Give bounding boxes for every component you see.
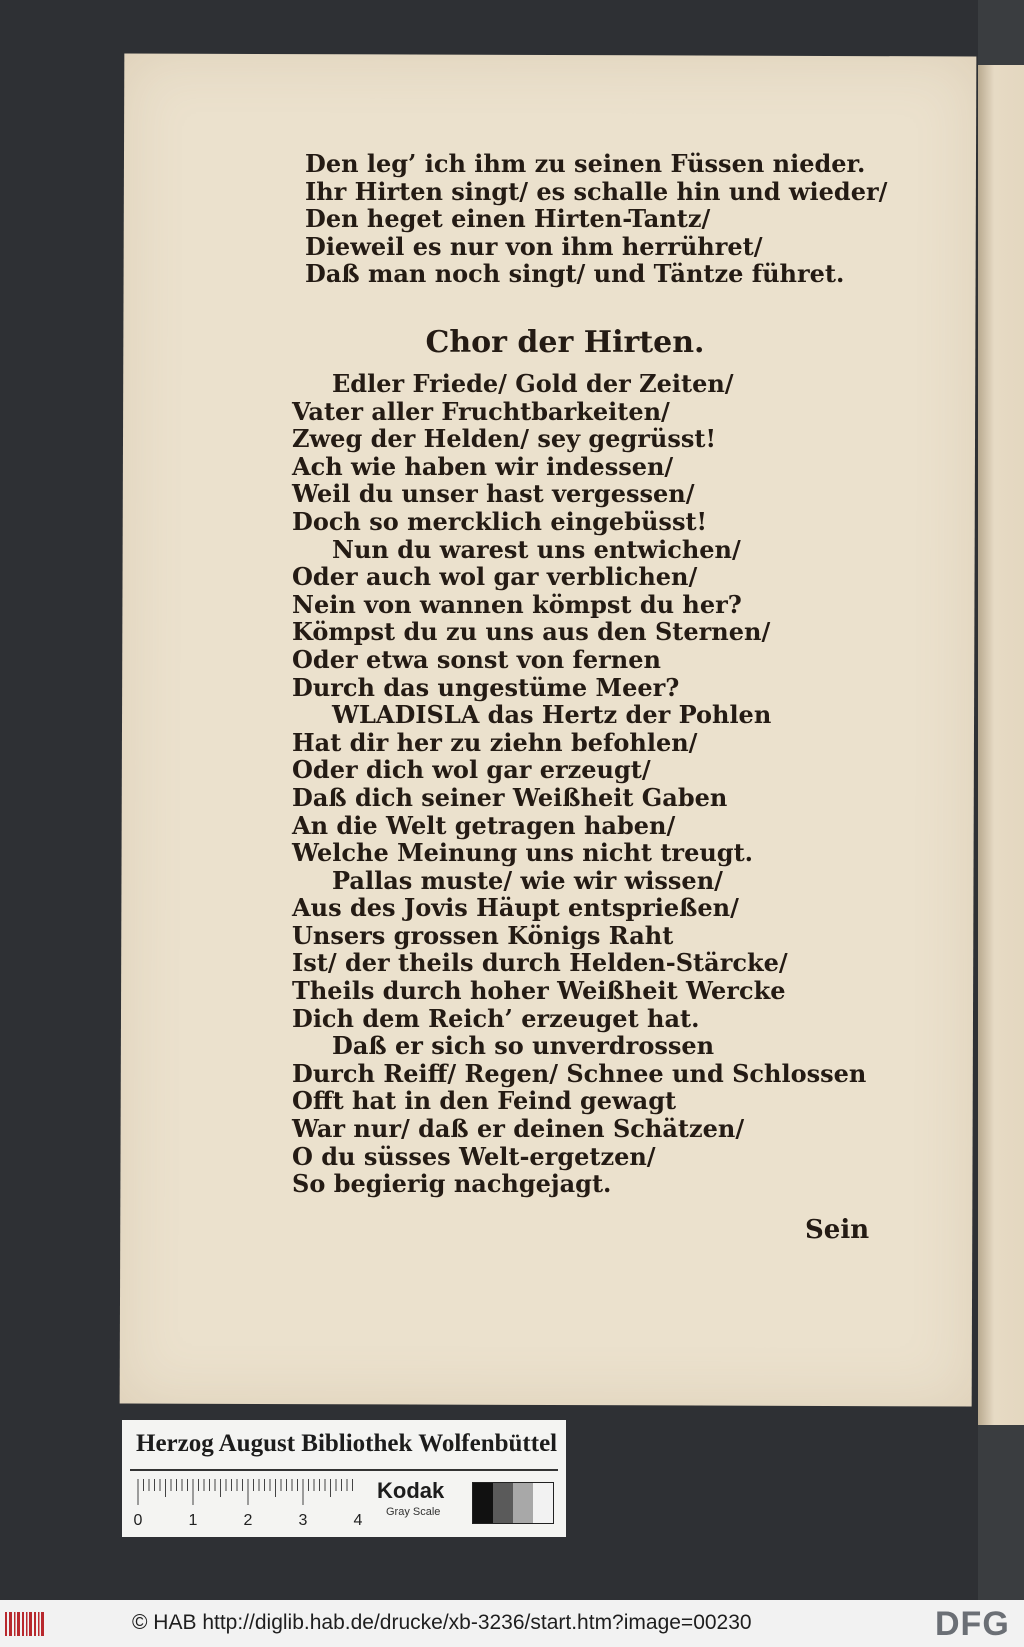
text-line: Durch das ungestüme Meer? [292, 672, 680, 702]
text-line: Dich dem Reich’ erzeuget hat. [292, 1003, 700, 1033]
text-line: Edler Friede/ Gold der Zeiten/ [332, 369, 734, 398]
ruler-number: 1 [188, 1512, 198, 1529]
text-line: Unsers grossen Königs Raht [292, 920, 674, 950]
section-heading: Chor der Hirten. [425, 325, 705, 360]
text-line: Zweg der Helden/ sey gegrüsst! [292, 424, 716, 454]
text-line: War nur/ daß er deinen Schätzen/ [292, 1114, 745, 1144]
text-line: Aus des Jovis Häupt entsprießen/ [292, 893, 739, 923]
gray-scale-label: Gray Scale [386, 1506, 441, 1518]
text-line: Ach wie haben wir indessen/ [292, 451, 674, 481]
text-line: O du süsses Welt-ergetzen/ [292, 1141, 656, 1171]
card-divider [130, 1469, 558, 1471]
text-line: Ist/ der theils durch Helden-Stärcke/ [292, 948, 788, 978]
hab-barcode-icon [4, 1610, 48, 1638]
text-line: Vater aller Fruchtbarkeiten/ [292, 396, 670, 426]
text-line: Theils durch hoher Weißheit Wercke [292, 976, 786, 1006]
text-line: An die Welt getragen haben/ [292, 810, 676, 840]
color-calibration-card [122, 1420, 566, 1537]
text-line: Ihr Hirten singt/ es schalle hin und wieder/ [305, 176, 888, 206]
ruler-number: 0 [133, 1512, 143, 1529]
gray-swatch [513, 1483, 533, 1523]
text-line: Offt hat in den Feind gewagt [292, 1086, 677, 1116]
text-line: Hat dir her zu ziehn befohlen/ [292, 727, 698, 757]
text-line: Pallas muste/ wie wir wissen/ [332, 865, 723, 895]
ruler-number: 2 [243, 1512, 253, 1529]
kodak-logo: Kodak [377, 1478, 445, 1503]
library-name: Herzog August Bibliothek Wolfenbüttel [136, 1430, 558, 1457]
text-line: Den heget einen Hirten-Tantz/ [305, 204, 711, 234]
text-line: Daß er sich so unverdrossen [332, 1031, 715, 1061]
text-line: Nein von wannen kömpst du her? [292, 589, 742, 619]
catchword: Sein [805, 1215, 870, 1245]
text-line: Dieweil es nur von ihm herrühret/ [305, 231, 763, 261]
text-line: Doch so mercklich eingebüsst! [292, 506, 708, 536]
text-line: Oder etwa sonst von fernen [292, 644, 661, 674]
text-line: Welche Meinung uns nicht treugt. [292, 838, 754, 868]
text-line: Nun du warest uns entwichen/ [332, 534, 741, 564]
gray-swatches [472, 1482, 554, 1524]
gray-swatch [493, 1483, 513, 1523]
adjacent-page-edge [978, 65, 1024, 1425]
footer-url[interactable]: © HAB http://diglib.hab.de/drucke/xb-3236/start.htm?image=00230 [132, 1611, 752, 1634]
text-line: Daß dich seiner Weißheit Gaben [292, 782, 728, 812]
poem-text-main [292, 370, 892, 1198]
gray-swatch [473, 1483, 493, 1523]
text-line: Durch Reiff/ Regen/ Schnee und Schlossen [292, 1058, 867, 1088]
text-line: Weil du unser hast vergessen/ [292, 479, 695, 509]
gray-swatch [533, 1483, 553, 1523]
dfg-logo: DFG [935, 1605, 1010, 1643]
text-line: Oder auch wol gar verblichen/ [292, 562, 698, 592]
text-line: Den leg’ ich ihm zu seinen Füssen nieder. [305, 149, 866, 178]
text-line: So begierig nachgejagt. [292, 1169, 612, 1199]
ruler-number: 4 [353, 1512, 363, 1529]
footer-bar [0, 1600, 1024, 1647]
text-line: Oder dich wol gar erzeugt/ [292, 755, 651, 785]
text-line: Daß man noch singt/ und Täntze führet. [305, 259, 845, 289]
text-line: Kömpst du zu uns aus den Sternen/ [292, 617, 771, 647]
text-line: WLADISLA das Hertz der Pohlen [332, 700, 772, 730]
ruler-number: 3 [298, 1512, 308, 1529]
poem-text-top [305, 150, 905, 288]
